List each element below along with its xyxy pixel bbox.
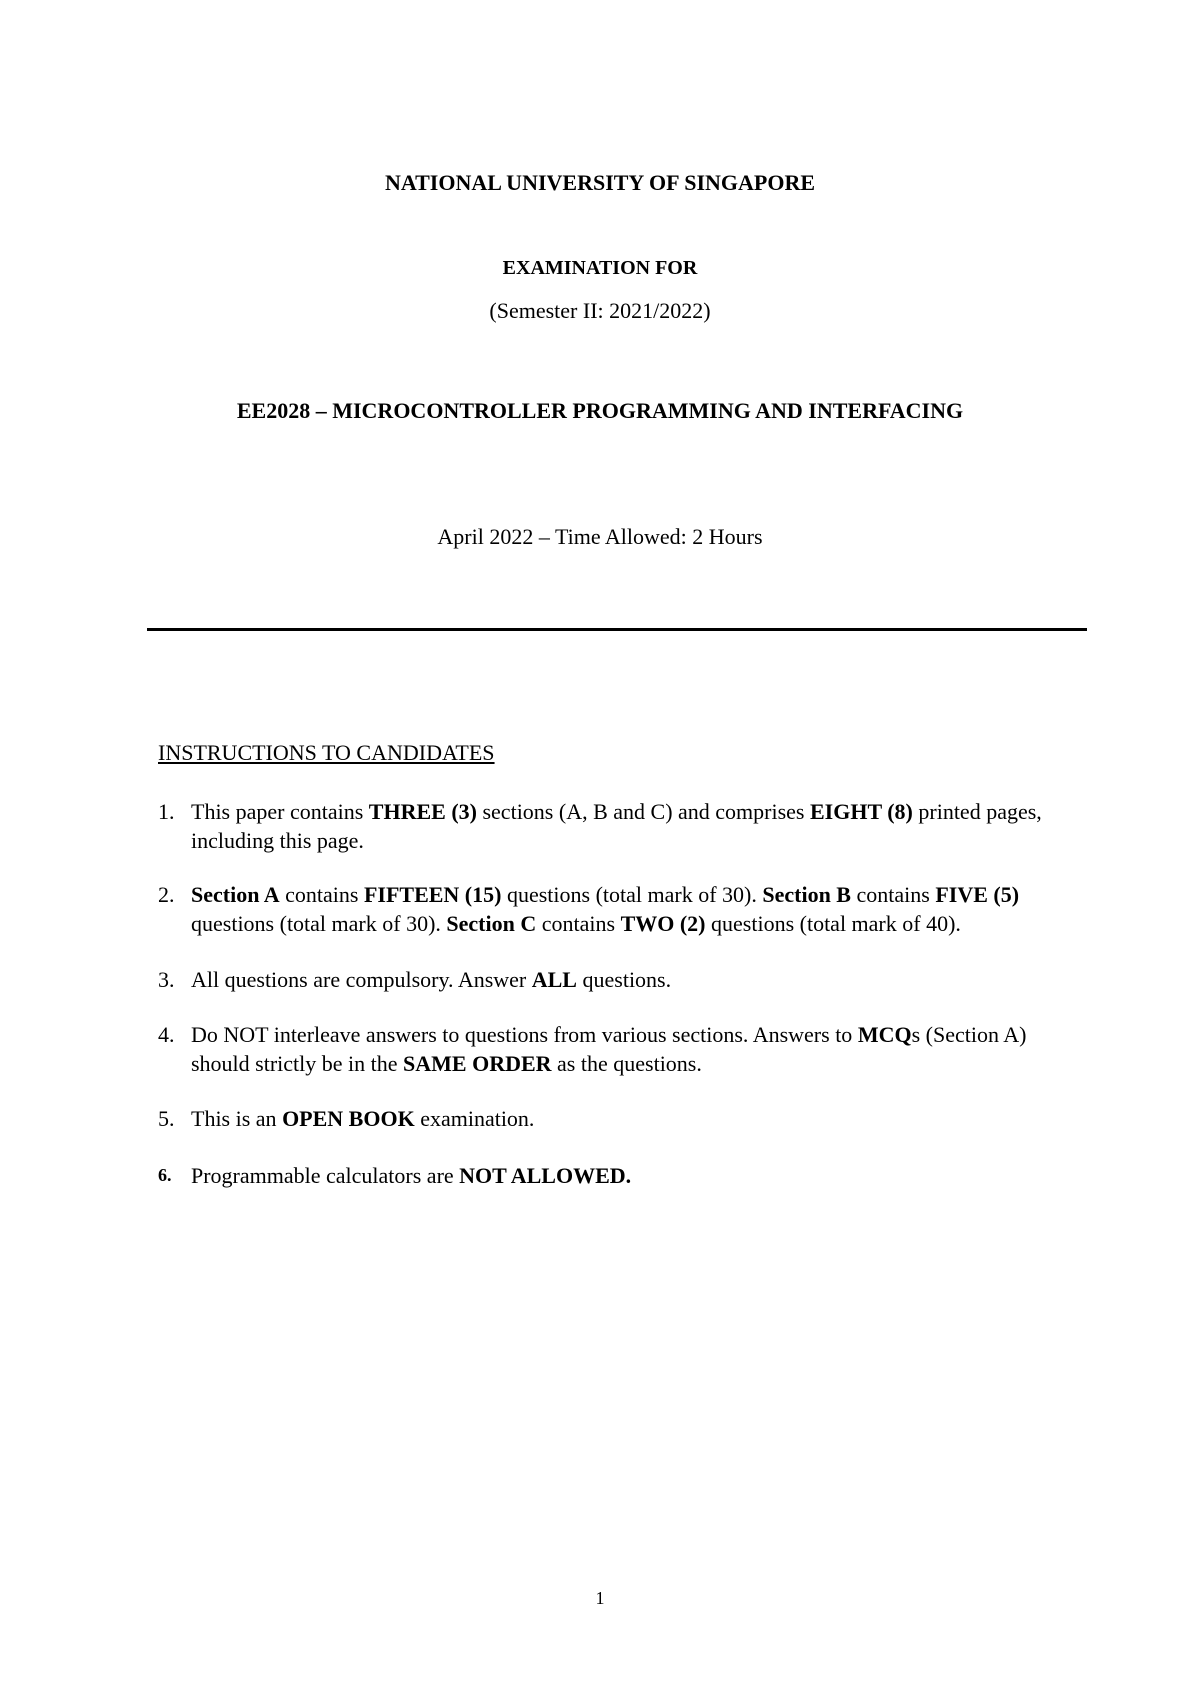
university-name: NATIONAL UNIVERSITY OF SINGAPORE [384,170,816,195]
text-segment: questions (total mark of 30). [501,882,763,907]
bold-text: THREE (3) [368,799,477,824]
bold-text: Section C [446,911,537,936]
exam-date-time: April 2022 – Time Allowed: 2 Hours [437,524,763,549]
instruction-item [158,880,1078,938]
instruction-item [158,1104,1078,1133]
exam-for-label: EXAMINATION FOR [502,257,698,279]
instruction-item [158,1161,1078,1190]
text-segment: This paper contains [191,799,369,824]
instructions-heading: INSTRUCTIONS TO CANDIDATES [158,740,495,765]
text-segment: questions. [577,967,672,992]
instruction-text [191,1020,1078,1078]
instruction-text [191,797,1078,855]
instruction-text [191,965,1078,994]
instruction-item [158,965,1078,994]
instruction-number: 2. [158,882,175,907]
instruction-text [191,1161,1078,1190]
text-segment: s (Section A) should strictly be in the [191,1022,1027,1076]
semester-label: (Semester II: 2021/2022) [489,298,711,323]
instruction-number: 4. [158,1022,175,1047]
bold-text: FIFTEEN (15) [363,882,502,907]
bold-text: MCQ [857,1022,912,1047]
instruction-item [158,1020,1078,1078]
bold-text: SAME ORDER [403,1051,552,1076]
bold-text: OPEN BOOK [282,1106,415,1131]
text-segment: Programmable calculators are [191,1163,460,1188]
bold-text: Section B [762,882,851,907]
text-segment: questions (total mark of 30). [191,911,447,936]
bold-text: EIGHT (8) [809,799,913,824]
divider-line [147,628,1087,631]
instruction-item [158,797,1078,855]
text-segment: This is an [191,1106,283,1131]
instruction-number: 5. [158,1106,175,1131]
instruction-text [191,1104,1078,1133]
text-segment: examination. [414,1106,535,1131]
text-segment: as the questions. [551,1051,702,1076]
bold-text: FIVE (5) [935,882,1020,907]
bold-text: ALL [531,967,577,992]
text-segment: contains [850,882,936,907]
text-segment: sections (A, B and C) and comprises [476,799,810,824]
text-segment: questions (total mark of 40). [705,911,961,936]
bold-text: NOT ALLOWED. [459,1163,632,1188]
text-segment: All questions are compulsory. Answer [191,967,532,992]
page-number: 1 [595,1588,605,1608]
instruction-number: 1. [158,799,175,824]
instruction-number: 6. [158,1165,172,1185]
bold-text: Section A [191,882,280,907]
bold-text: TWO (2) [620,911,706,936]
text-segment: contains [279,882,364,907]
instruction-text [191,880,1078,938]
text-segment: contains [536,911,621,936]
text-segment: printed pages, including this page. [191,799,1042,853]
instruction-number: 3. [158,967,175,992]
text-segment: Do NOT interleave answers to questions from various sections. Answers to [191,1022,858,1047]
course-title: EE2028 – MICROCONTROLLER PROGRAMMING AND INTERFACING [236,398,964,423]
